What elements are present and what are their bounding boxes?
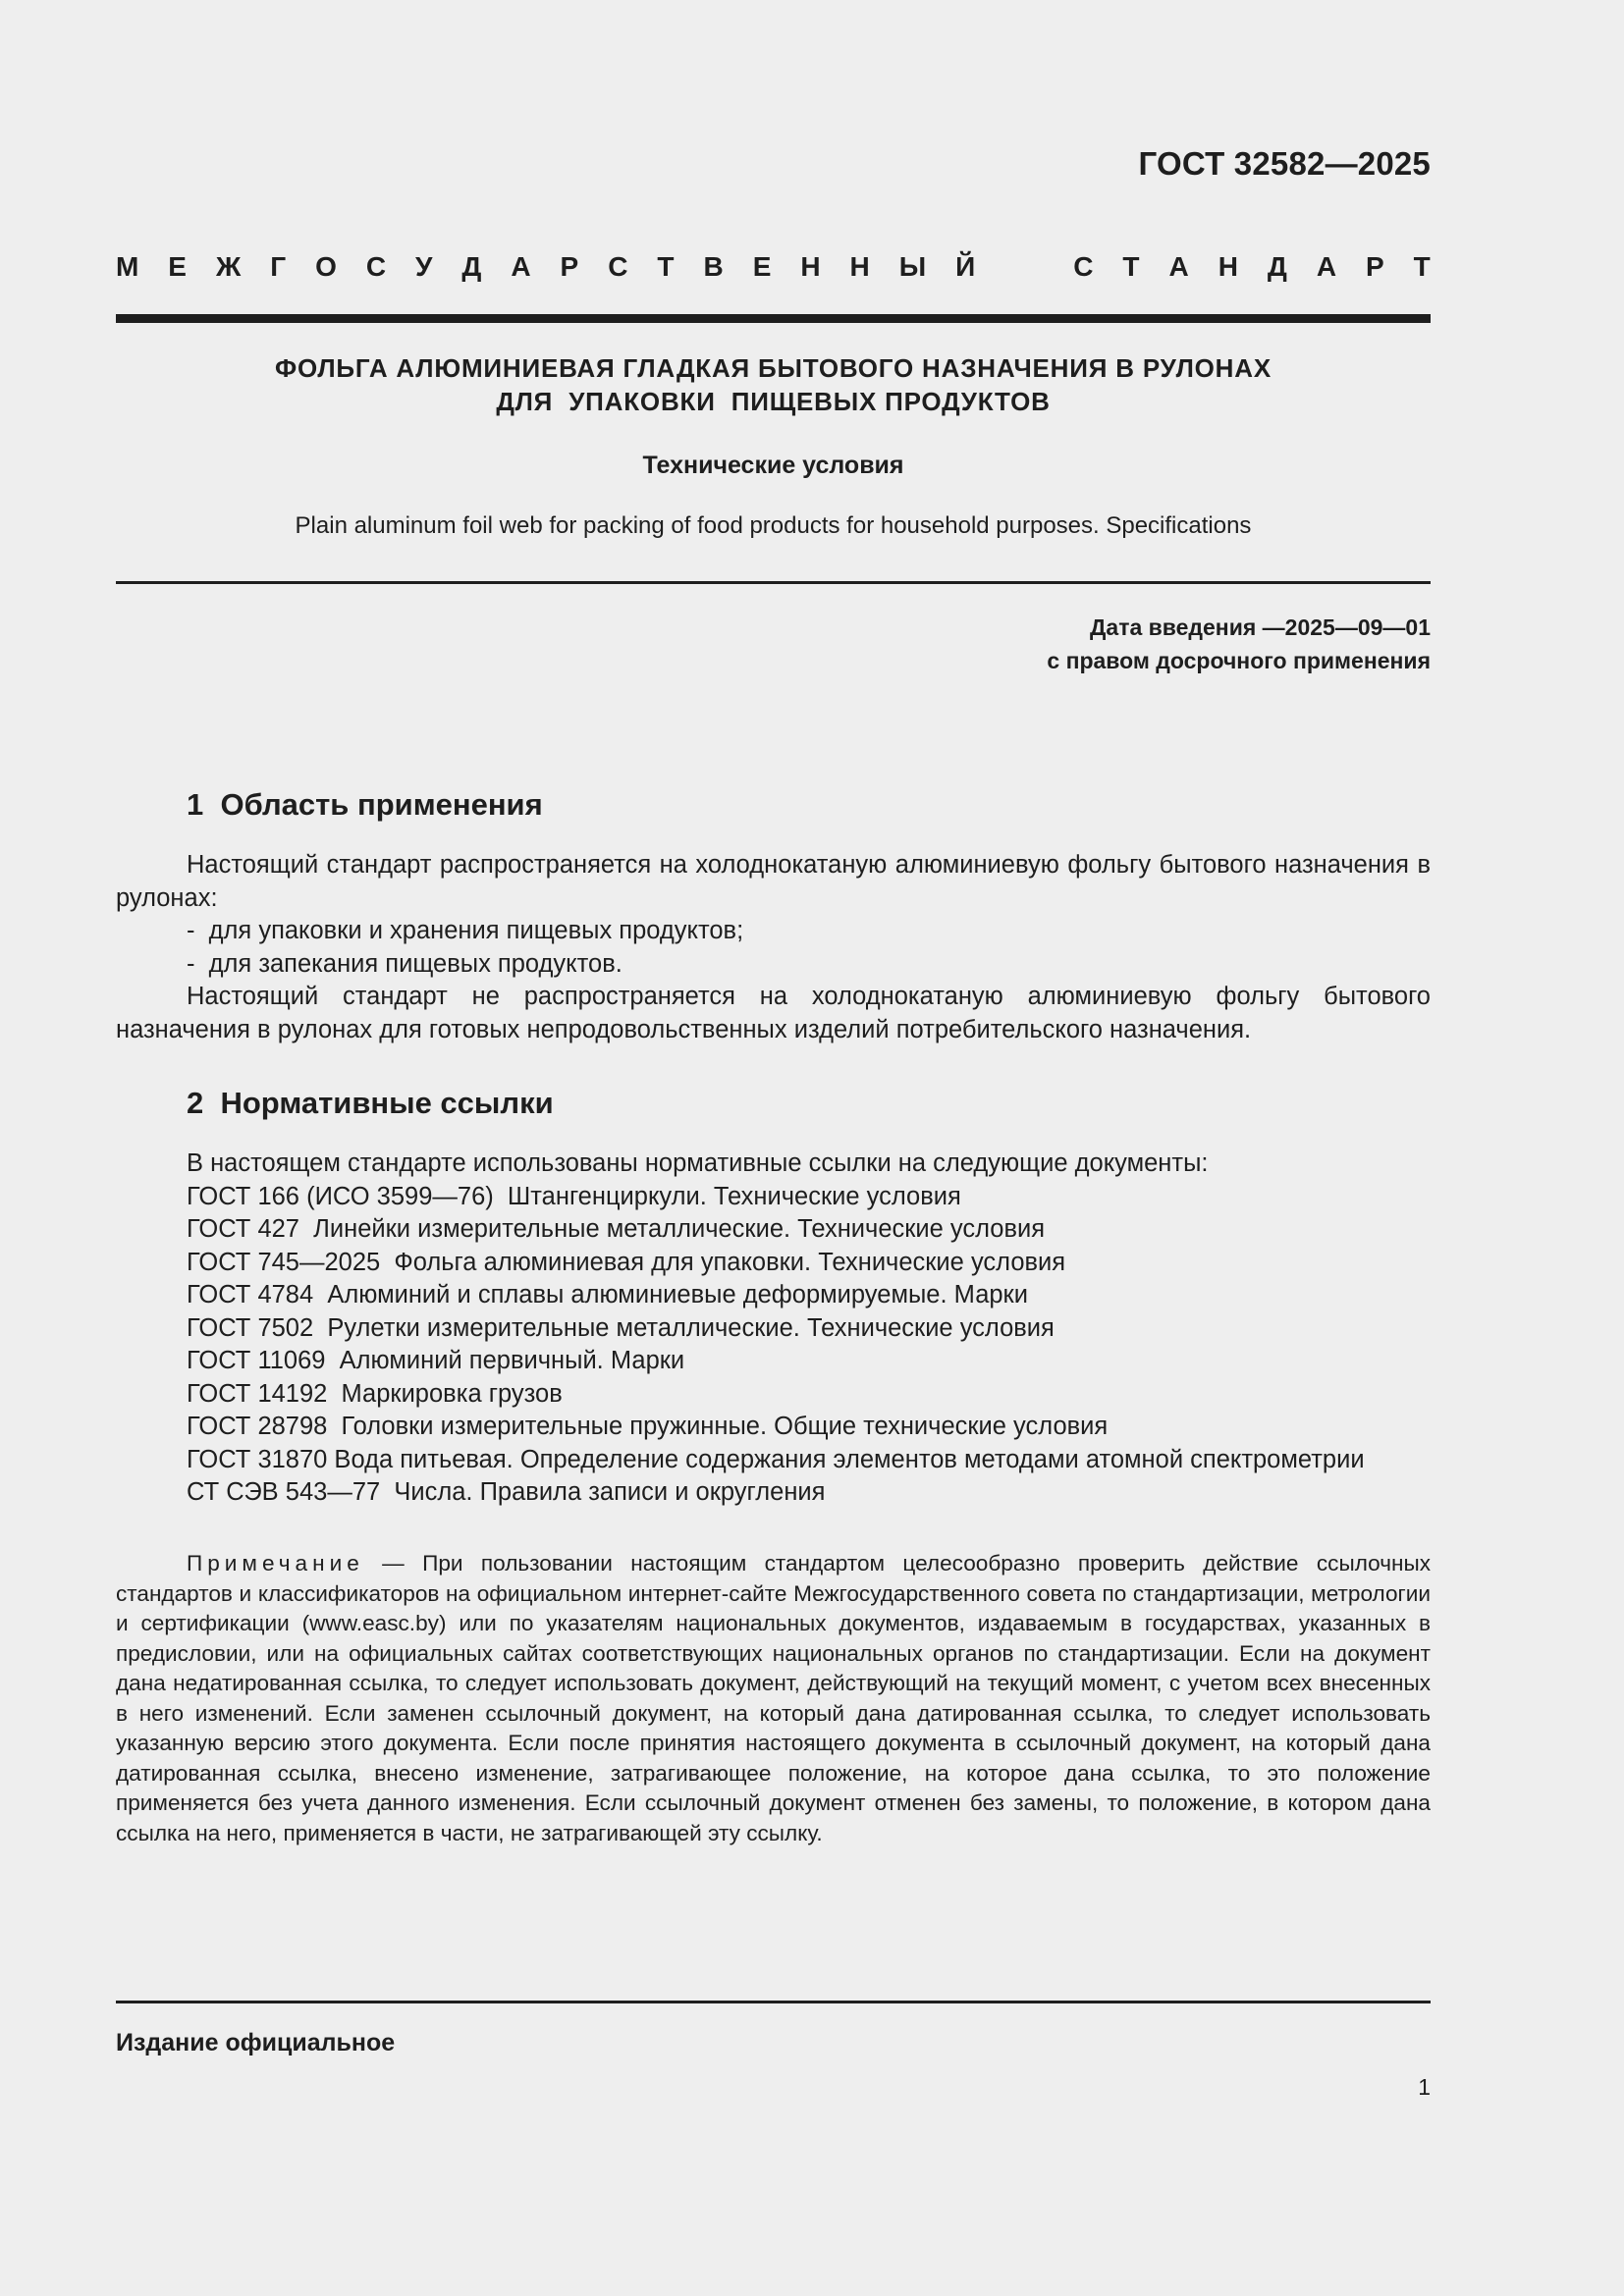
section-2-heading: 2 Нормативные ссылки xyxy=(187,1086,554,1120)
section-2-intro: В настоящем стандарте использованы нормативные ссылки на следующие документы: xyxy=(187,1149,1209,1177)
title-line-2: ДЛЯ УПАКОВКИ ПИЩЕВЫХ ПРОДУКТОВ xyxy=(496,387,1051,416)
banner-letter: Д xyxy=(1267,251,1287,282)
interstate-standard-banner xyxy=(116,251,1431,283)
normative-reference: ГОСТ 427 Линейки измерительные металлические. Технические условия xyxy=(187,1215,1046,1243)
banner-letter: А xyxy=(1316,251,1337,282)
banner-letter: Г xyxy=(270,251,287,282)
official-edition-label: Издание официальное xyxy=(116,2029,396,2056)
banner-word-gap xyxy=(1004,251,1044,283)
banner-letter: М xyxy=(116,251,139,282)
document-title xyxy=(116,351,1431,418)
normative-reference: ГОСТ 31870 Вода питьевая. Определение содержания элементов методами атомной спектрометрии xyxy=(187,1445,1365,1473)
banner-letter: Ы xyxy=(898,251,927,282)
standard-code: ГОСТ 32582—2025 xyxy=(1138,145,1431,182)
banner-letter: Р xyxy=(1366,251,1384,282)
banner-letter: А xyxy=(1168,251,1189,282)
footer-divider xyxy=(116,2001,1431,2003)
note-text: — При пользовании настоящим стандартом целесообразно проверить действие ссылочных стандартов и классификаторов на официальном интернет-сайте Межгосударственного совета по стандартизации, метрологии и сертификации (www.easc.by) или по указателям национальных документов, издаваемым в государствах, указанных в предисловии, или на официальных сайтах соответствующих национальных органов по стандартизации. Если на документ дана недатированная ссылка, то следует использовать документ, действующий на текущий момент, с учетом всех внесенных в него изменений. Если заменен ссылочный документ, на который дана датированная ссылка, то следует использовать указанную версию этого документа. Если после принятия настоящего документа в ссылочный документ, на который дана датированная ссылка, внесено изменение, затрагивающее положение, на которое дана ссылка, то это положение применяется без учета данного изменения. Если ссылочный документ отменен без замены, то положение, в котором дана ссылка на него, применяется в части, не затрагивающей эту ссылку. xyxy=(116,1551,1431,1845)
banner-letter: Ж xyxy=(215,251,242,282)
banner-letter: С xyxy=(608,251,628,282)
banner-letter: В xyxy=(703,251,724,282)
section-2-body xyxy=(116,1148,1431,1510)
banner-letter: Р xyxy=(560,251,579,282)
introduction-date xyxy=(1047,611,1431,677)
normative-reference: СТ СЭВ 543—77 Числа. Правила записи и округления xyxy=(187,1478,826,1506)
list-item: - для упаковки и хранения пищевых продуктов; xyxy=(187,917,744,944)
normative-reference: ГОСТ 14192 Маркировка грузов xyxy=(187,1379,563,1408)
intro-date-line-1: Дата введения —2025—09—01 xyxy=(1090,614,1431,640)
banner-letter: Н xyxy=(849,251,870,282)
banner-letter: Т xyxy=(1122,251,1140,282)
normative-reference: ГОСТ 7502 Рулетки измерительные металлические. Технические условия xyxy=(187,1313,1055,1342)
banner-letter: О xyxy=(315,251,337,282)
banner-letter: Т xyxy=(657,251,675,282)
normative-reference: ГОСТ 745—2025 Фольга алюминиевая для упаковки. Технические условия xyxy=(187,1248,1066,1276)
normative-reference: ГОСТ 4784 Алюминий и сплавы алюминиевые деформируемые. Марки xyxy=(187,1281,1028,1308)
intro-date-line-2: с правом досрочного применения xyxy=(1047,648,1431,673)
normative-reference: ГОСТ 166 (ИСО 3599—76) Штангенциркули. Технические условия xyxy=(187,1182,961,1210)
note-label: Примечание xyxy=(187,1551,364,1575)
section-1-paragraph-2: Настоящий стандарт не распространяется на холоднокатаную алюминиевую фольгу бытового назначения в рулонах для готовых непродовольственных изделий потребительского назначения. xyxy=(116,983,1431,1043)
banner-letter: Т xyxy=(1413,251,1431,282)
banner-letter: Н xyxy=(1218,251,1238,282)
note-paragraph xyxy=(116,1549,1431,1848)
normative-reference: ГОСТ 28798 Головки измерительные пружинные. Общие технические условия xyxy=(187,1413,1109,1440)
english-title: Plain aluminum foil web for packing of food products for household purposes. Specifications xyxy=(295,512,1252,539)
banner-letter: Е xyxy=(168,251,187,282)
section-1-paragraph-1: Настоящий стандарт распространяется на холоднокатаную алюминиевую фольгу бытового назначения в рулонах: xyxy=(116,851,1431,912)
normative-reference: ГОСТ 11069 Алюминий первичный. Марки xyxy=(187,1347,685,1374)
banner-letter: С xyxy=(1073,251,1094,282)
banner-letter: С xyxy=(365,251,387,282)
banner-letter: А xyxy=(511,251,531,282)
banner-letter: Н xyxy=(800,251,821,282)
thick-divider xyxy=(116,314,1431,323)
section-1-heading: 1 Область применения xyxy=(187,787,543,822)
list-item: - для запекания пищевых продуктов. xyxy=(187,949,623,978)
banner-letter: Е xyxy=(752,251,772,282)
banner-letter: Д xyxy=(461,251,482,282)
thin-divider xyxy=(116,581,1431,584)
section-1-body xyxy=(116,849,1431,1046)
title-line-1: ФОЛЬГА АЛЮМИНИЕВАЯ ГЛАДКАЯ БЫТОВОГО НАЗНАЧЕНИЯ В РУЛОНАХ xyxy=(275,353,1272,383)
banner-letter: У xyxy=(415,251,433,282)
document-subtitle: Технические условия xyxy=(642,452,904,479)
banner-letter: Й xyxy=(955,251,976,282)
page-number: 1 xyxy=(1418,2074,1431,2100)
